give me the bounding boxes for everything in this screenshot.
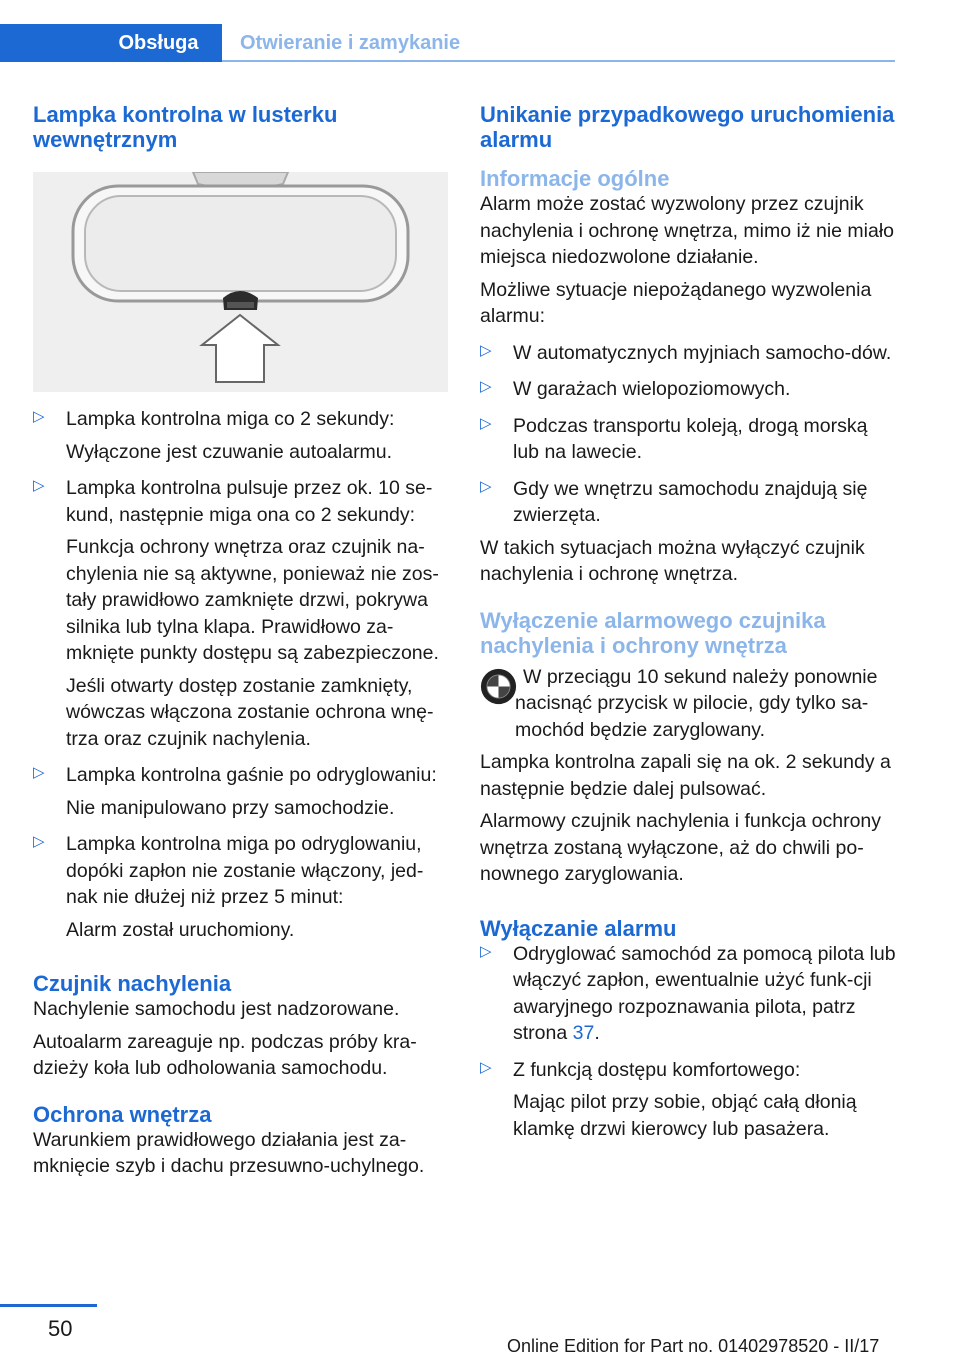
paragraph: W takich sytuacjach można wyłączyć czujnik nachylenia i ochronę wnętrza.	[480, 536, 865, 585]
page-link[interactable]: 37	[572, 1022, 595, 1044]
list-item-detail: Nie manipulowano przy samochodzie.	[66, 796, 395, 819]
paragraph: Możliwe sytuacje niepożądanego wyzwolenia alarmu:	[480, 278, 872, 327]
list-item	[480, 376, 896, 403]
paragraph: W przeciągu 10 sekund należy ponownie nacisnąć przycisk w pilocie, gdy tylko sa‐mochód będzie zaryglowany.	[515, 665, 878, 741]
list-item	[33, 475, 453, 752]
list-item-detail: Wyłączone jest czuwanie autoalarmu.	[66, 440, 393, 463]
bullet-triangle-icon: ▷	[33, 477, 45, 494]
list-item-detail: Alarm został uruchomiony.	[66, 918, 295, 941]
remote-button-instruction	[480, 664, 896, 744]
list-item-text: Lampka kontrolna gaśnie po odryglowaniu:	[66, 764, 437, 786]
list-item-text	[513, 941, 896, 1047]
list-item-detail: Jeśli otwarty dostęp zostanie zamknięty, wówczas włączona zostanie ochrona wnę‐trza oraz czujnik nachylenia.	[66, 674, 434, 750]
header-tabs	[0, 24, 895, 62]
list-item	[33, 831, 453, 943]
list-item	[480, 413, 896, 466]
bullet-triangle-icon: ▷	[480, 414, 492, 432]
list-item-text: Lampka kontrolna miga po odryglowaniu, dopóki zapłon nie zostanie włączony, jed‐nak nie dłużej niż przez 5 minut:	[66, 833, 424, 908]
list-item-text: Lampka kontrolna miga co 2 sekundy:	[66, 408, 395, 430]
page-number: 50	[48, 1316, 73, 1341]
section-heading-ochrona: Ochrona wnętrza	[33, 1101, 212, 1127]
bmw-logo-icon	[480, 668, 517, 705]
section-heading-wylaczanie: Wyłączanie alarmu	[480, 915, 677, 941]
list-item	[480, 476, 896, 529]
subheading-wylaczenie-czujnika: Wyłączenie alarmowego czujnika nachylenia i ochrony wnętrza	[480, 607, 826, 658]
subheading-informacje: Informacje ogólne	[480, 166, 670, 191]
bullet-triangle-icon: ▷	[480, 942, 492, 960]
bullet-triangle-icon: ▷	[480, 477, 492, 495]
paragraph: Alarm może zostać wyzwolony przez czujnik nachylenia i ochronę wnętrza, mimo iż nie miało miejsca niedozwolone działanie.	[480, 193, 895, 268]
list-item-text-part: Odryglować samochód za pomocą pilota lub włączyć zapłon, ewentualnie użyć funk‐cji awaryjnego rozpoznawania pilota, patrz strona	[513, 942, 896, 1044]
bullet-triangle-icon: ▷	[33, 408, 45, 425]
bullet-triangle-icon: ▷	[33, 764, 45, 781]
list-item-text: Gdy we wnętrzu samochodu znajdują się zwierzęta.	[513, 477, 868, 526]
list-item-text: Z funkcją dostępu komfortowego:	[513, 1058, 801, 1081]
section-heading-unikanie: Unikanie przypadkowego uruchomienia alarmu	[480, 102, 895, 152]
footer-rule	[0, 1304, 97, 1307]
list-item	[480, 941, 896, 1047]
mirror-illustration	[33, 172, 448, 392]
list-item-text: W automatycznych myjniach samocho‐dów.	[513, 341, 892, 364]
list-item-detail: Mając pilot przy sobie, objąć całą dłonią klamkę drzwi kierowcy lub pasażera.	[513, 1091, 857, 1140]
section-heading-lampka: Lampka kontrolna w lusterku wewnętrznym	[33, 102, 338, 152]
list-item	[33, 762, 453, 821]
list-item-detail: Funkcja ochrony wnętrza oraz czujnik na‐chylenia nie są aktywne, ponieważ nie zos‐tały prawidłowo zamknięte drzwi, pokrywa silnika lub tylna klapa. Prawidłowo za‐mknięte punkty dostępu są zabezpieczone.	[66, 536, 439, 664]
right-column	[480, 102, 896, 1142]
list-item-text: Podczas transportu koleją, drogą morską lub na lawecie.	[513, 414, 868, 463]
list-item-text: W garażach wielopoziomowych.	[513, 378, 791, 400]
list-item	[480, 1057, 896, 1143]
tab-otwieranie[interactable]: Otwieranie i zamykanie	[240, 32, 461, 54]
list-item	[480, 340, 896, 367]
bullet-triangle-icon: ▷	[480, 341, 492, 359]
header-rule	[222, 60, 895, 62]
paragraph: Lampka kontrolna zapali się na ok. 2 sekundy a następnie będzie dalej pulsować.	[480, 751, 891, 800]
section-heading-czujnik: Czujnik nachylenia	[33, 971, 232, 996]
list-item-text-end: .	[594, 1022, 600, 1044]
paragraph: Nachylenie samochodu jest nadzorowane.	[33, 998, 400, 1020]
paragraph: Alarmowy czujnik nachylenia i funkcja ochrony wnętrza zostaną wyłączone, aż do chwili po‐nownego zaryglowania.	[480, 810, 882, 885]
bullet-triangle-icon: ▷	[480, 1058, 492, 1076]
bullet-triangle-icon: ▷	[480, 378, 492, 395]
bullet-triangle-icon: ▷	[33, 833, 45, 850]
edition-note: Online Edition for Part no. 01402978520 - II/17	[507, 1336, 880, 1356]
rearview-mirror-image	[33, 172, 448, 392]
paragraph: Warunkiem prawidłowego działania jest za‐mknięcie szyb i dachu przesuwno-uchylnego.	[33, 1128, 425, 1177]
list-item	[33, 406, 453, 465]
paragraph: Autoalarm zareaguje np. podczas próby kra‐dzieży koła lub odholowania samochodu.	[33, 1030, 417, 1079]
list-item-text: Lampka kontrolna pulsuje przez ok. 10 se‐kund, następnie miga ona co 2 sekundy:	[66, 477, 433, 526]
left-column	[33, 102, 453, 1180]
tab-obsluga[interactable]: Obsługa	[0, 24, 222, 62]
